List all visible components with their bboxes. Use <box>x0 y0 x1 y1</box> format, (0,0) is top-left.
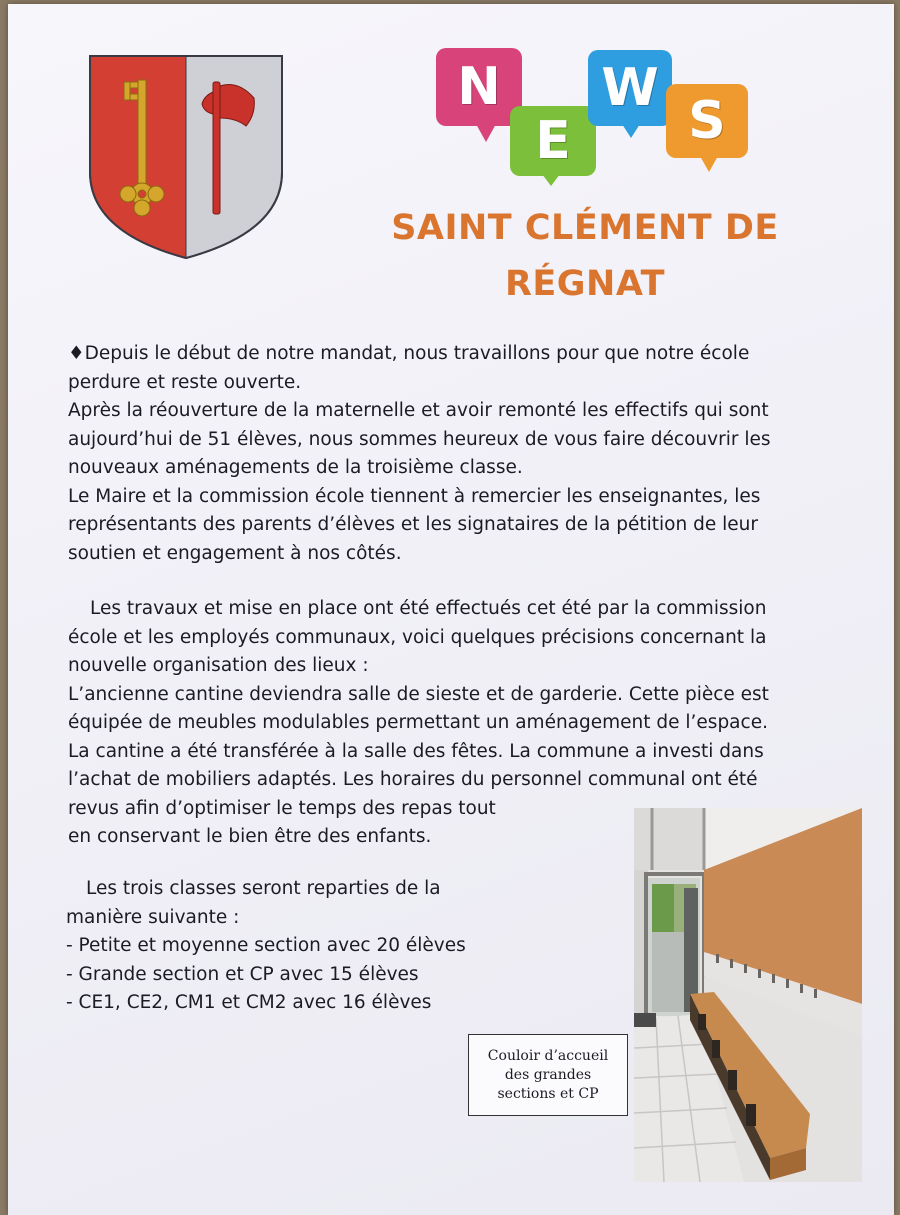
text-line: perdure et reste ouverte. <box>68 371 302 393</box>
text-line: Après la réouverture de la maternelle et avoir remonté les effectifs qui sont <box>68 400 769 421</box>
news-tail-s <box>700 156 718 172</box>
caption-line: sections et CP <box>497 1085 599 1102</box>
text-line: école et les employés communaux, voici quelques précisions concernant la <box>68 626 767 648</box>
text-line: en conservant le bien être des enfants. <box>68 826 432 847</box>
text-line: ♦Depuis le début de notre mandat, nous travaillons pour que notre école <box>68 343 750 364</box>
text-line: Les trois classes seront reparties de la <box>86 878 441 899</box>
paragraph-classes <box>66 875 506 1018</box>
photo-caption <box>468 1034 628 1116</box>
caption-line: Couloir d’accueil <box>487 1047 609 1064</box>
text-line: manière suivante : <box>66 906 240 928</box>
news-bubble-w <box>588 50 672 126</box>
text-line: nouvelle organisation des lieux : <box>68 655 369 676</box>
text-line: La cantine a été transférée à la salle des fêtes. La commune a investi dans <box>68 740 764 762</box>
list-item: - Grande section et CP avec 15 élèves <box>66 963 419 985</box>
news-letter-s: S <box>688 91 726 151</box>
news-bubble-e <box>510 106 596 176</box>
title-line-2: RÉGNAT <box>504 264 666 304</box>
text-line: revus afin d’optimiser le temps des repas tout <box>68 797 496 819</box>
news-letter-w: W <box>601 58 659 118</box>
coat-of-arms-icon <box>86 52 286 262</box>
text-line: nouveaux aménagements de la troisième classe. <box>68 457 523 478</box>
text-line: l’achat de mobiliers adaptés. Les horaires du personnel communal ont été <box>68 769 758 790</box>
text-line: L’ancienne cantine deviendra salle de sieste et de garderie. Cette pièce est <box>68 683 769 705</box>
news-letter-e: E <box>535 111 571 171</box>
title-line-1: SAINT CLÉMENT DE <box>391 208 779 248</box>
list-item: - Petite et moyenne section avec 20 élèves <box>66 935 466 956</box>
text-line: Les travaux et mise en place ont été effectués cet été par la commission <box>90 598 767 619</box>
text-line: soutien et engagement à nos côtés. <box>68 542 402 564</box>
news-bubble-s <box>666 84 748 158</box>
news-letter-n: N <box>457 57 501 117</box>
hallway-photo <box>634 808 862 1182</box>
text-line: représentants des parents d’élèves et les signataires de la pétition de leur <box>68 514 758 535</box>
news-tail-w <box>622 124 640 138</box>
news-tail-e <box>542 174 560 186</box>
caption-line: des grandes <box>504 1066 592 1083</box>
text-line: Le Maire et la commission école tiennent à remercier les enseignantes, les <box>68 485 761 507</box>
paragraph-intro <box>68 340 838 568</box>
news-tail-n <box>476 124 496 142</box>
text-line: aujourd’hui de 51 élèves, nous sommes heureux de vous faire découvrir les <box>68 428 771 450</box>
list-item: - CE1, CE2, CM1 et CM2 avec 16 élèves <box>66 992 432 1013</box>
text-line: équipée de meubles modulables permettant un aménagement de l’espace. <box>68 712 768 733</box>
news-logo <box>436 46 756 186</box>
page-title <box>340 200 830 312</box>
